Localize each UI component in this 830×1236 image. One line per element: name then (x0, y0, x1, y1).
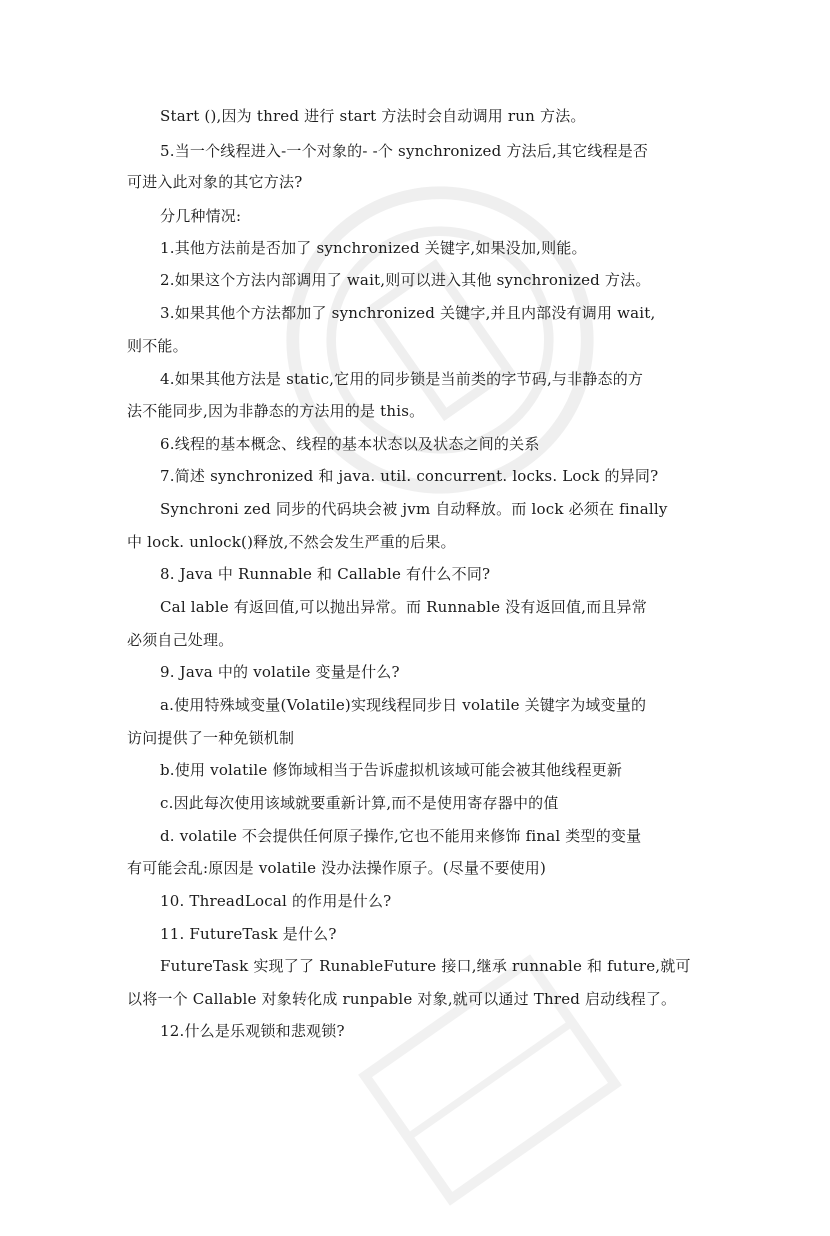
text-line: FutureTask 实现了了 RunableFuture 接口,继承 runnable 和 future,就可 (160, 957, 691, 975)
text-line: c.因此每次使用该域就要重新计算,而不是使用寄存器中的值 (160, 794, 559, 812)
text-line: 12.什么是乐观锁和悲观锁? (160, 1022, 345, 1040)
text-line: 分几种情况: (160, 207, 242, 225)
text-line: 8. Java 中 Runnable 和 Callable 有什么不同? (160, 565, 491, 583)
text-line: 可进入此对象的其它方法? (127, 173, 303, 191)
text-line: 2.如果这个方法内部调用了 wait,则可以进入其他 synchronized 方法。 (160, 271, 651, 289)
text-line: Start (),因为 thred 进行 start 方法时会自动调用 run 方法。 (160, 107, 586, 125)
text-line: 法不能同步,因为非静态的方法用的是 this。 (127, 402, 425, 420)
text-line: 以将一个 Callable 对象转化成 runpable 对象,就可以通过 Thred 启动线程了。 (127, 990, 677, 1008)
text-line: Synchroni zed 同步的代码块会被 jvm 自动释放。而 lock 必须在 finally (160, 500, 668, 518)
text-line: 访问提供了一种免锁机制 (127, 729, 295, 747)
text-line: 则不能。 (127, 337, 188, 355)
text-line: 1.其他方法前是否加了 synchronized 关键字,如果没加,则能。 (160, 239, 587, 257)
text-line: 3.如果其他个方法都加了 synchronized 关键字,并且内部没有调用 wait, (160, 304, 656, 322)
text-line: 9. Java 中的 volatile 变量是什么? (160, 663, 400, 681)
text-line: 必须自己处理。 (127, 631, 234, 649)
text-line: b.使用 volatile 修饰域相当于告诉虚拟机该域可能会被其他线程更新 (160, 761, 623, 779)
text-line: 4.如果其他方法是 static,它用的同步锁是当前类的字节码,与非静态的方 (160, 370, 644, 388)
text-line: 有可能会乱:原因是 volatile 没办法操作原子。(尽量不要使用) (127, 859, 547, 877)
text-line: 11. FutureTask 是什么? (160, 925, 337, 943)
text-line: d. volatile 不会提供任何原子操作,它也不能用来修饰 final 类型的变量 (160, 827, 642, 845)
text-line: 5.当一个线程进入-一个对象的- -个 synchronized 方法后,其它线程是否 (160, 142, 649, 160)
text-line: 中 lock. unlock()释放,不然会发生严重的后果。 (127, 533, 456, 551)
text-line: a.使用特殊域变量(Volatile)实现线程同步日 volatile 关键字为域变量的 (160, 696, 647, 714)
text-line: Cal lable 有返回值,可以抛出异常。而 Runnable 没有返回值,而且异常 (160, 598, 647, 616)
text-line: 7.简述 synchronized 和 java. util. concurrent. locks. Lock 的异同? (160, 467, 659, 485)
text-line: 6.线程的基本概念、线程的基本状态以及状态之间的关系 (160, 435, 540, 453)
text-line: 10. ThreadLocal 的作用是什么? (160, 892, 392, 910)
